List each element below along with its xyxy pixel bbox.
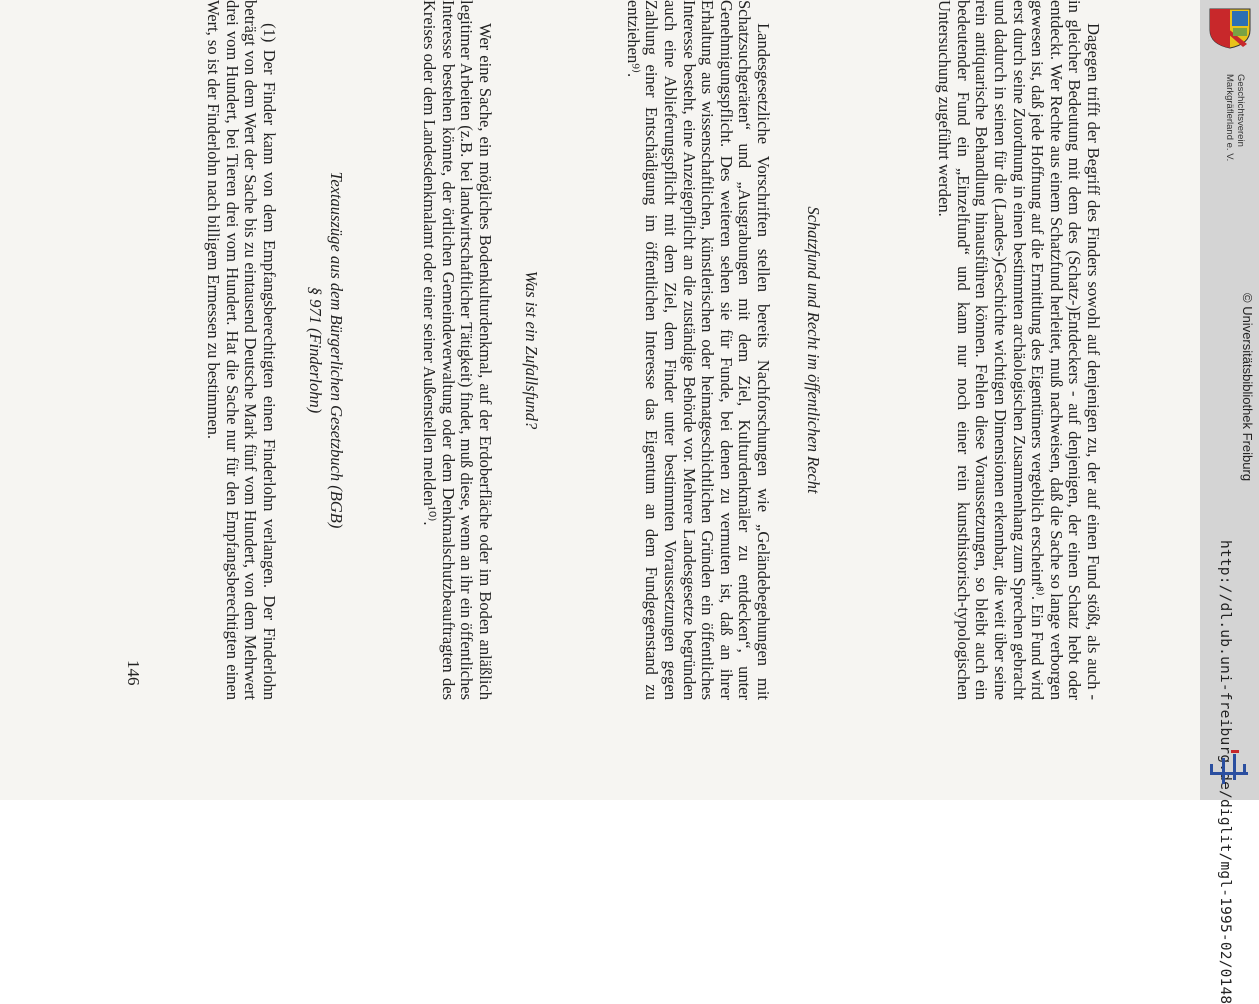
coat-of-arms-icon [1207,6,1253,50]
section-heading-bgb: Textauszüge aus dem Bürgerlichen Gesetzbuch (BGB) [327,171,346,529]
paragraph-zufallsfund: Wer eine Sache, ein mögliches Bodenkulturdenkmal, auf der Erdoberfläche oder im Boden anläßlich legitimer Arbeiten (z.B. bei landwirtschaftlicher Tätigkeit) findet, muß diese, wenn an ihr ein öffentliches Interesse bestehen könnte, der örtlichen Gemeindeverwaltung oder dem Denkmalschutzbeauftragten des Kreises oder dem Landesdenkmalamt oder einer seiner Außenstellen melden¹⁰⁾. [420,0,495,700]
text-block-4 [204,0,278,700]
text-block-2 [623,0,772,700]
paragraph-finderlohn: (1) Der Finder kann von dem Empfangsberechtigten einen Finderlohn verlangen. Der Finderlohn beträgt von dem Wert der Sache bis zu eintausend Deutsche Mark fünf vom Hundert, von dem Mehrwert drei vom Hundert, bei Tieren drei vom Hundert. Hat die Sache nur für den Empfangsberechtigten einen Wert, so ist der Finderlohn nach billigem Ermessen zu bestimmen. [204,0,279,700]
text-block-1 [935,0,1102,700]
paragraph-landesgesetze: Landesgesetzliche Vorschriften stellen bereits Nachforschungen wie „Geländebegehungen mit Schatzsuchgeräten“ und „Ausgrabungen mit dem Ziel, Kulturdenkmäler zu entdecken“, unter Genehmigungspflicht. Des weiteren sehen sie für Funde, bei denen zu vermuten ist, daß an ihrer Erhaltung aus wissenschaftlichen, künstlerischen oder heimatgeschichtlichen Gründen ein öffentliches Interesse besteht, eine Anzeigepflicht an die zuständige Behörde vor. Mehrere Landesgesetze begründen auch eine Ablieferungspflicht mit dem Ziel, dem Finder unter bestimmten Voraussetzungen gegen Zahlung einer Entschädigung im öffentlichen Interesse das Eigentum an dem Fundgegenstand zu entziehen⁹⁾. [623,0,773,700]
society-name [1224,74,1246,161]
page-number: 146 [124,660,143,686]
ub-freiburg-logo-icon [1207,748,1251,790]
copyright-notice: © Universitätsbibliothek Freiburg [1240,293,1255,482]
section-heading-paragraph-971: § 971 (Finderlohn) [306,286,325,414]
text-block-3 [420,0,494,700]
paragraph-finder-definition: Dagegen trifft der Begriff des Finders sowohl auf denjenigen zu, der auf einen Fund stößt, als auch - in gleicher Bedeutung mit dem des (Schatz-)Entdeckers - auf denjenigen, der einen Schatz hebt oder entdeckt. Wer Rechte aus einem Schatzfund herleitet, muß nachweisen, daß die Sache so lange verborgen gewesen ist, daß jede Hoffnung auf die Ermittlung des Eigentümers vergeblich erscheint⁸⁾. Ein Fund wird erst durch seine Zuordnung in einen bestimmten archäologischen Zusammenhang zum Sprechen gebracht und dadurch in seinen für die (Landes-)Geschichte wichtigen Dimensionen erkennbar, die weit über seine rein antiquarische Behandlung hinausführen können. Fehlen diese Voraussetzungen, so bleibt auch ein bedeutender Fund ein „Einzelfund“ und kann nur noch einer rein kunsthistorisch-typologischen Untersuchung zugeführt werden. [935,0,1103,700]
section-heading-schatzfund: Schatzfund und Recht im öffentlichen Recht [804,206,823,494]
society-name-line-1: Geschichtsverein [1235,74,1246,147]
society-name-line-2: Markgräflerland e. V. [1224,74,1235,162]
section-heading-zufallsfund: Was ist ein Zufallsfund? [522,270,541,430]
